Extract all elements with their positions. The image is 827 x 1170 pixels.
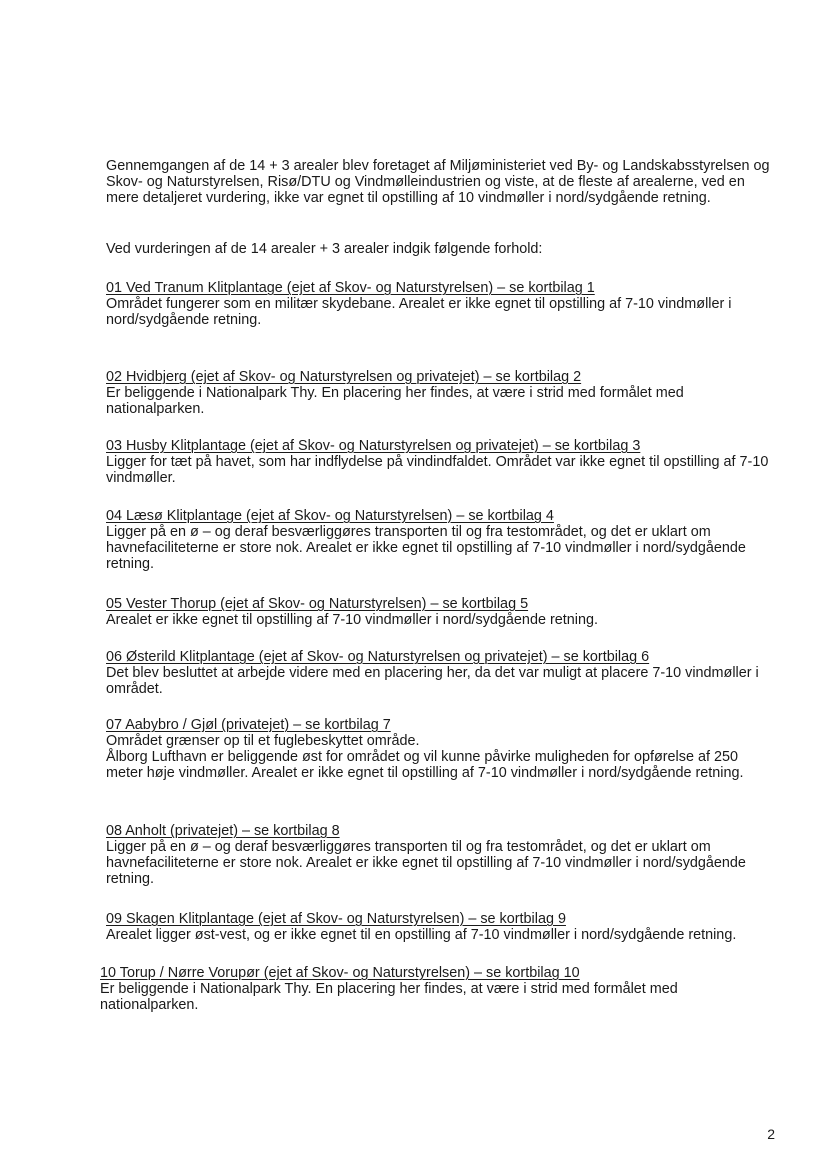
area-text: Området grænser op til et fuglebeskyttet område. [106,733,420,749]
area-text: Ligger på en ø – og deraf besværliggøres transporten til og fra testområdet, og det er uklart om havnefaciliteterne er store nok. Arealet er ikke egnet til opstilling af 7-10 vindmøller i nord/sydgående retning. [106,839,746,887]
area-text: Ligger for tæt på havet, som har indflydelse på vindindfaldet. Området var ikke egnet til opstilling af 7-10 vindmøller. [106,454,769,486]
area-section-06 [106,649,776,697]
intro-paragraph: Gennemgangen af de 14 + 3 arealer blev foretaget af Miljøministeriet ved By- og Landskabsstyrelsen og Skov- og Naturstyrelsen, Risø/DTU og Vindmølleindustrien og viste, at de fleste af arealerne, ved en mere detaljeret vurdering, ikke var egnet til opstilling af 10 vindmøller i nord/sydgående retning. [106,158,770,206]
area-text: Er beliggende i Nationalpark Thy. En placering her findes, at være i strid med formålet med nationalparken. [100,981,678,1013]
area-heading: 03 Husby Klitplantage (ejet af Skov- og Naturstyrelsen og privatejet) – se kortbilag 3 [106,438,641,454]
area-heading: 09 Skagen Klitplantage (ejet af Skov- og Naturstyrelsen) – se kortbilag 9 [106,911,566,927]
area-section-03 [106,438,776,486]
area-section-02 [106,369,776,417]
area-text: Det blev besluttet at arbejde videre med en placering her, da det var muligt at placere 7-10 vindmøller i området. [106,665,759,697]
area-heading: 08 Anholt (privatejet) – se kortbilag 8 [106,823,340,839]
area-section-05 [106,596,776,628]
area-text: Området fungerer som en militær skydebane. Arealet er ikke egnet til opstilling af 7-10 vindmøller i nord/sydgående retning. [106,296,732,328]
area-text: Arealet er ikke egnet til opstilling af 7-10 vindmøller i nord/sydgående retning. [106,612,598,628]
area-text: Ligger på en ø – og deraf besværliggøres transporten til og fra testområdet, og det er uklart om havnefaciliteterne er store nok. Arealet er ikke egnet til opstilling af 7-10 vindmøller i nord/sydgående retning. [106,524,746,572]
area-heading: 04 Læsø Klitplantage (ejet af Skov- og Naturstyrelsen) – se kortbilag 4 [106,508,554,524]
area-section-08 [106,823,776,887]
area-section-07 [106,717,776,781]
area-section-10 [100,965,770,1013]
area-heading: 07 Aabybro / Gjøl (privatejet) – se kortbilag 7 [106,717,391,733]
area-text: Er beliggende i Nationalpark Thy. En placering her findes, at være i strid med formålet med nationalparken. [106,385,684,417]
area-section-01 [106,280,776,328]
page-number: 2 [767,1126,775,1142]
area-heading: 01 Ved Tranum Klitplantage (ejet af Skov- og Naturstyrelsen) – se kortbilag 1 [106,280,595,296]
area-section-04 [106,508,776,572]
area-text: Ålborg Lufthavn er beliggende øst for området og vil kunne påvirke muligheden for opførelse af 250 meter høje vindmøller. Arealet er ikke egnet til opstilling af 7-10 vindmøller i nord/sydgående retning. [106,749,744,781]
area-heading: 05 Vester Thorup (ejet af Skov- og Naturstyrelsen) – se kortbilag 5 [106,596,529,612]
area-heading: 02 Hvidbjerg (ejet af Skov- og Naturstyrelsen og privatejet) – se kortbilag 2 [106,369,582,385]
area-section-09 [106,911,786,943]
area-heading: 06 Østerild Klitplantage (ejet af Skov- og Naturstyrelsen og privatejet) – se kortbilag 6 [106,649,650,665]
area-heading: 10 Torup / Nørre Vorupør (ejet af Skov- og Naturstyrelsen) – se kortbilag 10 [100,965,580,981]
intro-lead: Ved vurderingen af de 14 arealer + 3 arealer indgik følgende forhold: [106,241,543,257]
area-text: Arealet ligger øst-vest, og er ikke egnet til en opstilling af 7-10 vindmøller i nord/sydgående retning. [106,927,737,943]
